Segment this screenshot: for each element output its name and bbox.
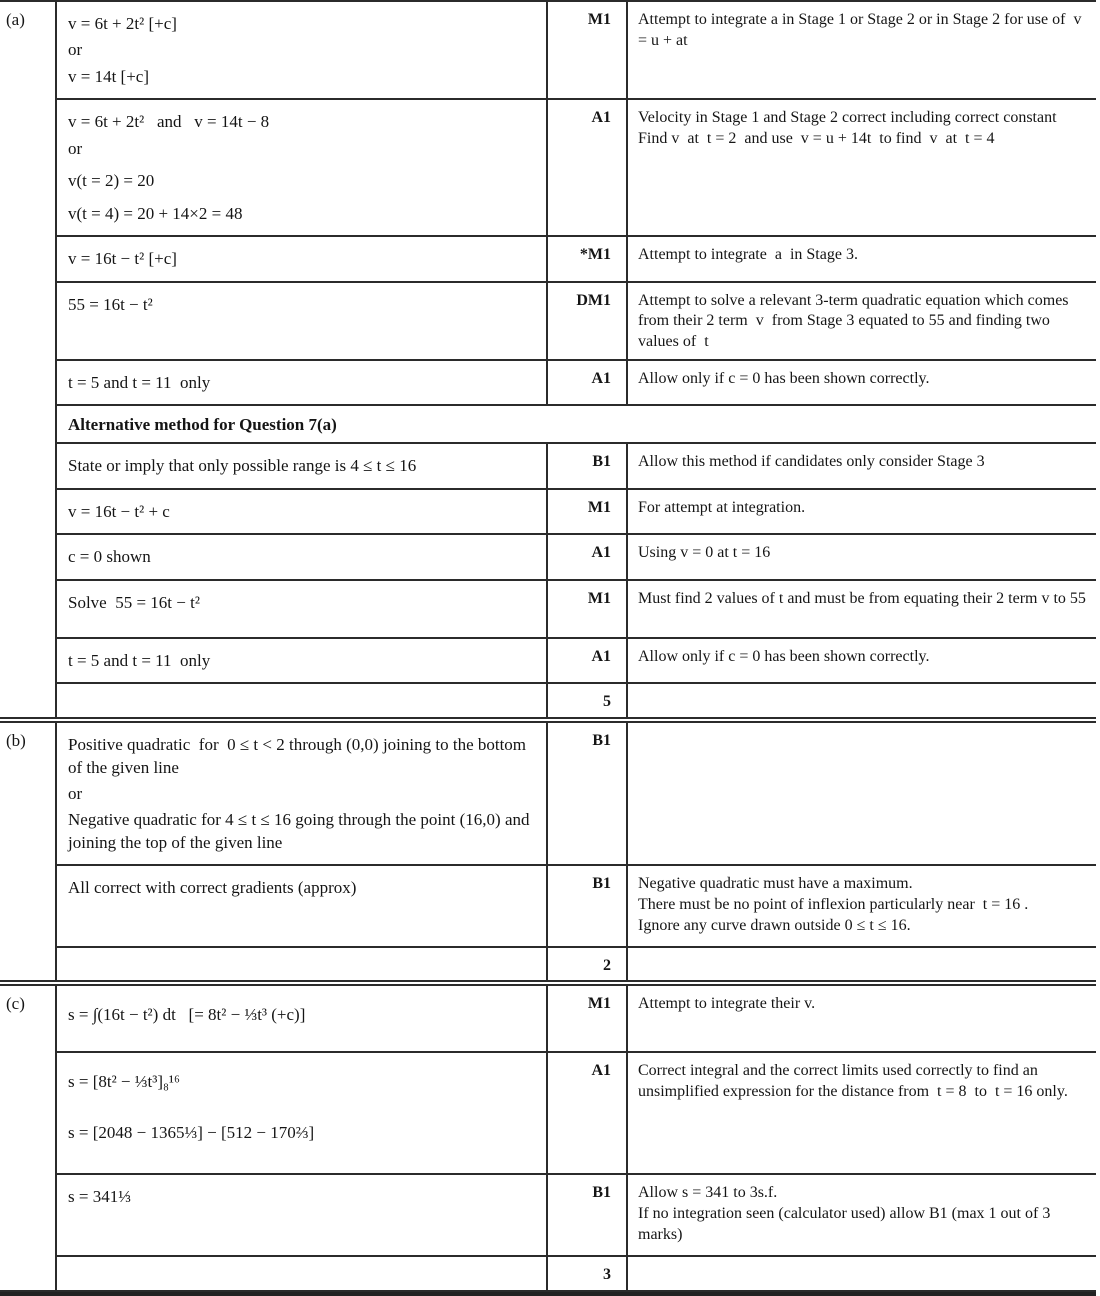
table-row <box>57 986 1096 1051</box>
table-row <box>57 442 1096 487</box>
answer-cell <box>57 535 548 578</box>
part-label-cell <box>0 723 57 980</box>
table-bottom-rule <box>0 1292 1096 1296</box>
answer-line: Negative quadratic for 4 ≤ t ≤ 16 going through the point (16,0) and joining the top of the given line <box>68 810 534 852</box>
answer-cell <box>57 866 548 946</box>
guidance-line: Attempt to integrate a in Stage 1 or Stage 2 or in Stage 2 for use of v = u + at <box>638 11 1086 49</box>
mark-code: *M1 <box>548 237 628 280</box>
guidance-cell <box>628 283 1096 359</box>
guidance-line: Allow s = 341 to 3s.f. <box>638 1184 778 1202</box>
answer-line: Solve 55 = 16t − t² <box>68 592 200 612</box>
mark-code: DM1 <box>548 283 628 359</box>
answer-line: All correct with correct gradients (approx) <box>68 878 357 898</box>
answer-line: 55 = 16t − t² <box>68 294 153 314</box>
mark-code: B1 <box>548 866 628 946</box>
guidance-line: Attempt to integrate their v. <box>638 995 816 1013</box>
rows-part-b <box>57 723 1096 980</box>
table-row <box>57 723 1096 864</box>
answer-cell <box>57 1257 548 1290</box>
mark-code: B1 <box>548 1175 628 1255</box>
mark-code: M1 <box>548 986 628 1051</box>
section-part-c <box>0 986 1096 1292</box>
guidance-line: Allow only if c = 0 has been shown correctly. <box>638 369 930 387</box>
guidance-line: Velocity in Stage 1 and Stage 2 correct including correct constant <box>638 109 1057 127</box>
answer-line: t = 5 and t = 11 only <box>68 372 211 392</box>
part-label: (a) <box>6 10 25 29</box>
mark-code: M1 <box>548 490 628 533</box>
guidance-line: Using v = 0 at t = 16 <box>638 544 771 562</box>
table-row <box>57 1173 1096 1255</box>
answer-line: v(t = 4) = 20 + 14×2 = 48 <box>68 203 243 223</box>
answer-line: v = 16t − t² [+c] <box>68 249 177 269</box>
table-row <box>57 488 1096 533</box>
guidance-cell <box>628 444 1096 487</box>
answer-line: v(t = 2) = 20 <box>68 171 155 191</box>
table-row <box>57 98 1096 235</box>
guidance-cell <box>628 1175 1096 1255</box>
answer-line: or <box>68 138 83 158</box>
part-label: (c) <box>6 994 25 1014</box>
table-row <box>57 2 1096 98</box>
answer-cell <box>57 444 548 487</box>
table-row <box>57 235 1096 280</box>
total-marks: 3 <box>548 1257 628 1290</box>
total-row <box>57 946 1096 980</box>
answer-cell <box>57 100 548 235</box>
guidance-cell <box>628 2 1096 98</box>
total-row <box>57 682 1096 717</box>
table-row <box>57 281 1096 359</box>
guidance-cell <box>628 986 1096 1051</box>
part-label: (b) <box>6 731 26 751</box>
part-label-cell <box>0 2 57 717</box>
answer-cell <box>57 283 548 359</box>
table-row <box>57 579 1096 637</box>
answer-line: v = 6t + 2t² and v = 14t − 8 <box>68 112 270 132</box>
guidance-line: Ignore any curve drawn outside 0 ≤ t ≤ 16. <box>638 916 911 934</box>
mark-code: A1 <box>548 639 628 682</box>
answer-cell <box>57 237 548 280</box>
answer-line: v = 6t + 2t² [+c] <box>68 14 177 33</box>
guidance-line: Allow this method if candidates only consider Stage 3 <box>638 453 985 471</box>
mark-code: M1 <box>548 2 628 98</box>
guidance-cell <box>628 237 1096 280</box>
guidance-line: Must find 2 values of t and must be from equating their 2 term v to 55 <box>638 589 1086 607</box>
guidance-cell <box>628 535 1096 578</box>
answer-line: s = [8t² − ⅓t³]₈¹⁶ <box>68 1072 180 1092</box>
answer-cell <box>57 581 548 637</box>
total-marks: 5 <box>548 684 628 717</box>
guidance-line: For attempt at integration. <box>638 498 806 516</box>
section-part-a <box>0 2 1096 719</box>
guidance-cell <box>628 490 1096 533</box>
mark-code: A1 <box>548 1053 628 1173</box>
answer-cell <box>57 1053 548 1173</box>
total-row <box>57 1255 1096 1290</box>
answer-line: t = 5 and t = 11 only <box>68 650 211 670</box>
table-row <box>57 864 1096 946</box>
answer-line: or <box>68 40 83 60</box>
guidance-cell <box>628 639 1096 682</box>
mark-code: A1 <box>548 100 628 235</box>
guidance-line: Attempt to integrate a in Stage 3. <box>638 246 858 264</box>
answer-line: v = 14t [+c] <box>68 66 150 86</box>
mark-code: A1 <box>548 535 628 578</box>
total-marks: 2 <box>548 948 628 980</box>
guidance-line: Attempt to solve a relevant 3-term quadratic equation which comes from their 2 term v from Stage 3 equated to 55 and finding two values of t <box>638 291 1073 351</box>
guidance-line: Correct integral and the correct limits used correctly to find an unsimplified expression for the distance from t = 8 to t = 16 only. <box>638 1062 1068 1101</box>
alt-method-header: Alternative method for Question 7(a) <box>68 415 337 435</box>
guidance-cell <box>628 581 1096 637</box>
table-row <box>57 359 1096 404</box>
answer-line: s = [2048 − 1365⅓] − [512 − 170⅔] <box>68 1122 315 1142</box>
mark-code: B1 <box>548 723 628 864</box>
answer-cell <box>57 639 548 682</box>
guidance-line: Allow only if c = 0 has been shown correctly. <box>638 647 930 665</box>
guidance-line: If no integration seen (calculator used) allow B1 (max 1 out of 3 marks) <box>638 1205 1055 1243</box>
mark-code: B1 <box>548 444 628 487</box>
answer-line: State or imply that only possible range is 4 ≤ t ≤ 16 <box>68 456 417 476</box>
guidance-cell <box>628 361 1096 404</box>
answer-cell <box>57 2 548 98</box>
guidance-cell <box>628 948 1096 980</box>
answer-cell <box>57 948 548 980</box>
guidance-line: Negative quadratic must have a maximum. <box>638 875 913 893</box>
answer-line: v = 16t − t² + c <box>68 501 170 521</box>
mark-code: M1 <box>548 581 628 637</box>
rows-part-a <box>57 2 1096 717</box>
answer-cell <box>57 723 548 864</box>
guidance-cell <box>628 1053 1096 1173</box>
guidance-cell <box>628 1257 1096 1290</box>
guidance-cell <box>628 866 1096 946</box>
guidance-line: There must be no point of inflexion particularly near t = 16 . <box>638 896 1029 914</box>
answer-line: s = ∫(16t − t²) dt [= 8t² − ⅓t³ (+c)] <box>68 1005 306 1025</box>
answer-line: c = 0 shown <box>68 547 151 567</box>
guidance-cell <box>628 684 1096 717</box>
answer-line: Positive quadratic for 0 ≤ t < 2 through (0,0) joining to the bottom of the given line <box>68 735 531 777</box>
answer-cell <box>57 361 548 404</box>
guidance-line: Find v at t = 2 and use v = u + 14t to find v at t = 4 <box>638 130 995 148</box>
guidance-cell <box>628 723 1096 864</box>
answer-cell <box>57 1175 548 1255</box>
table-row <box>57 1051 1096 1173</box>
mark-code: A1 <box>548 361 628 404</box>
guidance-cell <box>628 100 1096 235</box>
table-row <box>57 533 1096 578</box>
alt-method-header-row <box>57 404 1096 442</box>
answer-line: or <box>68 783 83 803</box>
part-label-cell <box>0 986 57 1290</box>
answer-line: s = 341⅓ <box>68 1187 131 1207</box>
answer-cell <box>57 986 548 1051</box>
answer-cell <box>57 490 548 533</box>
answer-cell <box>57 684 548 717</box>
table-row <box>57 637 1096 682</box>
section-part-b <box>0 723 1096 982</box>
rows-part-c <box>57 986 1096 1290</box>
